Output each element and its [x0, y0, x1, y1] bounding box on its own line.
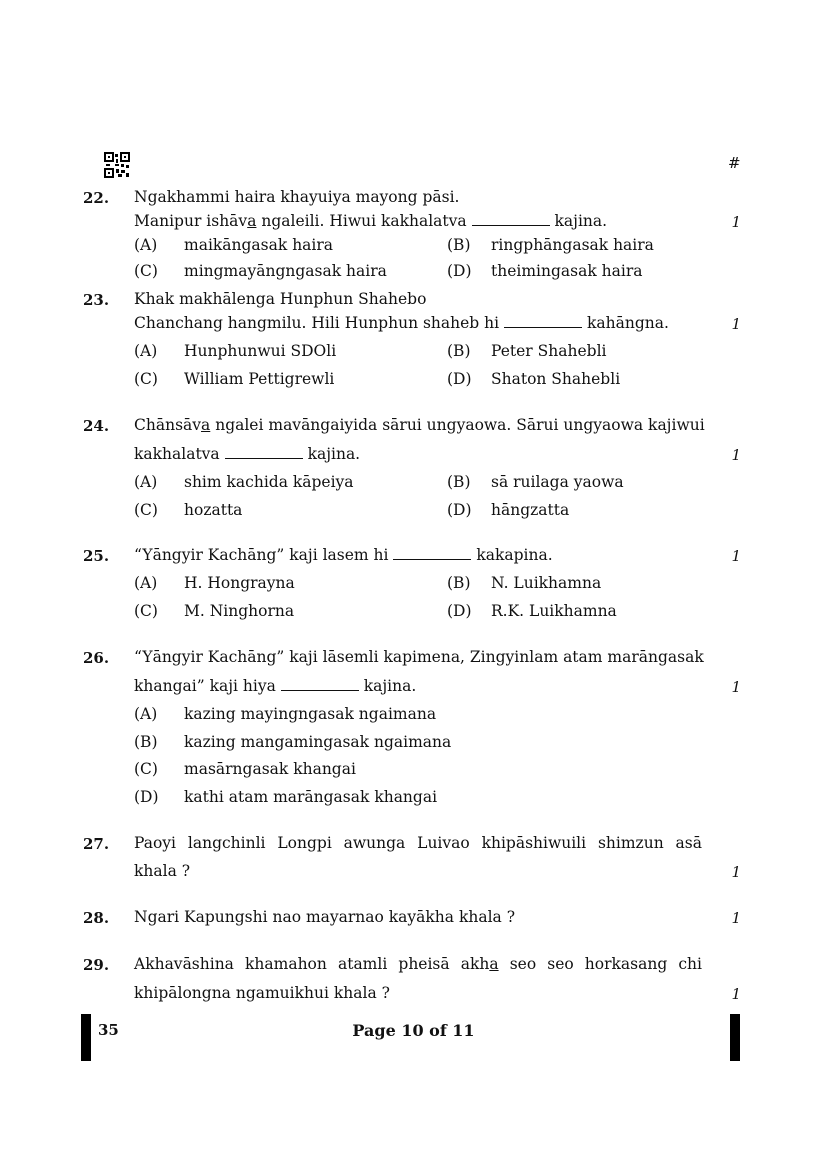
- option-text: shim kachida kāpeiya: [184, 473, 354, 491]
- option-label: (B): [134, 733, 158, 751]
- marks: 1: [731, 909, 741, 927]
- option-label: (A): [134, 236, 158, 254]
- marks: 1: [731, 863, 741, 881]
- marks: 1: [731, 315, 741, 333]
- option-label: (A): [134, 705, 158, 723]
- question-number: 23.: [83, 291, 110, 309]
- option-text: M. Ninghorna: [184, 602, 295, 620]
- option-label: (B): [447, 342, 471, 360]
- question-text-line: [134, 677, 416, 695]
- question-text-line: “Yāngyir Kachāng” kaji lāsemli kapimena, Zingyinlam atam marāngasak: [134, 648, 704, 666]
- question-number: 29.: [83, 956, 110, 974]
- option-label: (A): [134, 473, 158, 491]
- text-part: “Yāngyir Kachāng” kaji lasem hi: [134, 546, 389, 564]
- question-text-line: Khak makhālenga Hunphun Shahebo: [134, 290, 427, 308]
- text-part: kajina.: [554, 212, 608, 230]
- question-text-line: [134, 314, 669, 332]
- marks: 1: [731, 985, 741, 1003]
- option-text: sā ruilaga yaowa: [491, 473, 624, 491]
- question-text-line: Ngakhammi haira khayuiya mayong pāsi.: [134, 188, 460, 206]
- option-label: (C): [134, 501, 158, 519]
- option-label: (B): [447, 236, 471, 254]
- text-part: Akhavāshina khamahon atamli pheisā akh: [134, 955, 490, 973]
- marks: 1: [731, 678, 741, 696]
- fill-blank: [393, 547, 471, 560]
- text-part: kajina.: [307, 445, 361, 463]
- option-text: Shaton Shahebli: [491, 370, 621, 388]
- question-text-line: khala ?: [134, 862, 191, 880]
- option-text: William Pettigrewli: [184, 370, 335, 388]
- option-label: (C): [134, 760, 158, 778]
- option-text: theimingasak haira: [491, 262, 643, 280]
- text-part: kakhalatva: [134, 445, 220, 463]
- text-part: khangai” kaji hiya: [134, 677, 276, 695]
- question-number: 24.: [83, 417, 110, 435]
- text-part: Manipur ishāv: [134, 212, 248, 230]
- underlined-letter: a: [201, 416, 211, 434]
- option-text: hāngzatta: [491, 501, 570, 519]
- underlined-letter: a: [247, 212, 257, 230]
- page-hash: #: [728, 154, 741, 172]
- option-text: masārngasak khangai: [184, 760, 356, 778]
- question-number: 22.: [83, 189, 110, 207]
- question-number: 25.: [83, 547, 110, 565]
- option-label: (D): [447, 262, 472, 280]
- question-number: 28.: [83, 909, 110, 927]
- option-text: Peter Shahebli: [491, 342, 607, 360]
- underlined-letter: a: [489, 955, 499, 973]
- option-text: hozatta: [184, 501, 243, 519]
- question-text-line: [134, 546, 553, 564]
- text-part: seo seo horkasang chi: [498, 955, 702, 973]
- text-part: ngaleili. Hiwui kakhalatva: [256, 212, 467, 230]
- question-text-line: [134, 212, 607, 230]
- option-label: (C): [134, 602, 158, 620]
- fill-blank: [472, 213, 550, 226]
- option-text: N. Luikhamna: [491, 574, 602, 592]
- text-part: ngalei mavāngaiyida sārui ungyaowa. Sārui ungyaowa kajiwui: [210, 416, 705, 434]
- question-number: 27.: [83, 835, 110, 853]
- text-part: kakapina.: [476, 546, 553, 564]
- option-label: (D): [447, 602, 472, 620]
- question-text-line: [134, 445, 360, 463]
- option-text: ringphāngasak haira: [491, 236, 654, 254]
- text-part: Chanchang hangmilu. Hili Hunphun shaheb hi: [134, 314, 500, 332]
- text-part: Chānsāv: [134, 416, 202, 434]
- marks: 1: [731, 547, 741, 565]
- footer-right-bar: [730, 1014, 740, 1061]
- question-number: 26.: [83, 649, 110, 667]
- option-label: (D): [134, 788, 159, 806]
- marks: 1: [731, 213, 741, 231]
- option-label: (A): [134, 574, 158, 592]
- option-text: kathi atam marāngasak khangai: [184, 788, 438, 806]
- option-label: (C): [134, 370, 158, 388]
- option-label: (A): [134, 342, 158, 360]
- question-text-line: khipālongna ngamuikhui khala ?: [134, 984, 390, 1002]
- option-text: maikāngasak haira: [184, 236, 334, 254]
- option-text: kazing mayingngasak ngaimana: [184, 705, 437, 723]
- paper-code: 35: [98, 1021, 119, 1039]
- question-text-line: Ngari Kapungshi nao mayarnao kayākha khala ?: [134, 908, 516, 926]
- fill-blank: [504, 315, 582, 328]
- option-text: Hunphunwui SDOli: [184, 342, 337, 360]
- marks: 1: [731, 446, 741, 464]
- option-label: (C): [134, 262, 158, 280]
- option-label: (B): [447, 473, 471, 491]
- question-text-line: [134, 416, 705, 434]
- option-text: mingmayāngngasak haira: [184, 262, 387, 280]
- option-label: (B): [447, 574, 471, 592]
- option-label: (D): [447, 370, 472, 388]
- text-part: kajina.: [363, 677, 417, 695]
- option-text: R.K. Luikhamna: [491, 602, 617, 620]
- qr-code-icon: [104, 152, 130, 178]
- text-part: kahāngna.: [586, 314, 669, 332]
- question-text-line: Paoyi langchinli Longpi awunga Luivao khipāshiwuili shimzun asā: [134, 834, 702, 852]
- option-text: H. Hongrayna: [184, 574, 295, 592]
- option-text: kazing mangamingasak ngaimana: [184, 733, 452, 751]
- fill-blank: [225, 446, 303, 459]
- question-text-line: [134, 955, 702, 973]
- page-number: Page 10 of 11: [352, 1021, 475, 1040]
- option-label: (D): [447, 501, 472, 519]
- fill-blank: [281, 678, 359, 691]
